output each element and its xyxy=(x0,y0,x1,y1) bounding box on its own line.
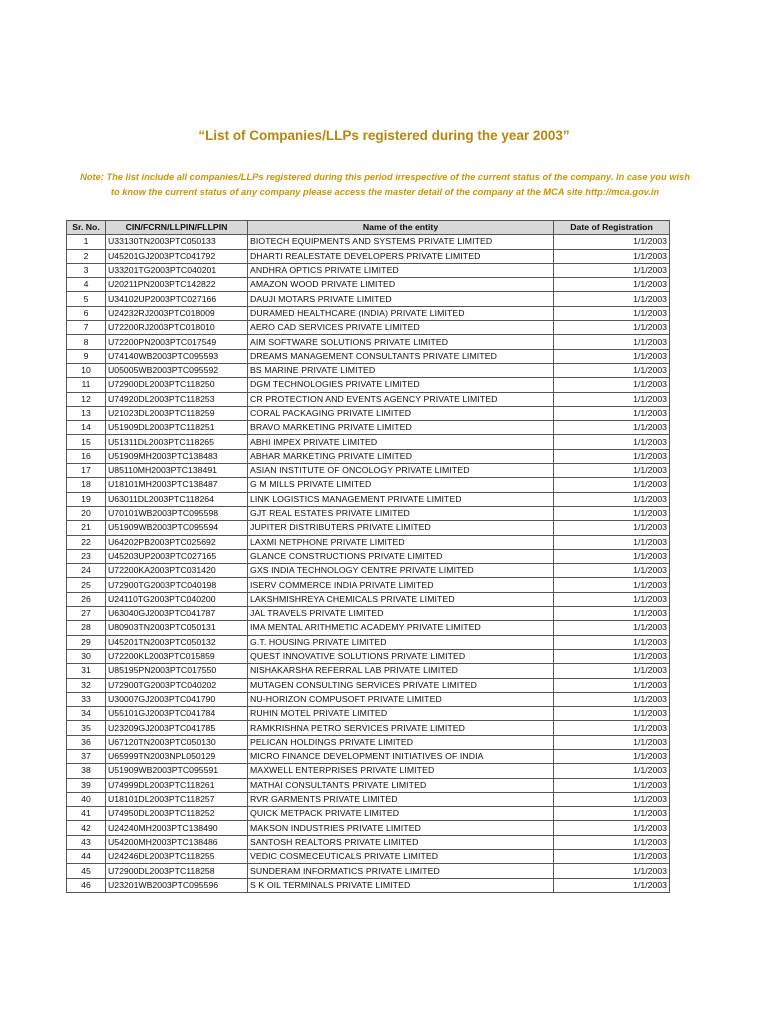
registration-date-cell: 1/1/2003 xyxy=(554,478,670,492)
table-row xyxy=(67,649,670,663)
registration-date-cell: 1/1/2003 xyxy=(554,821,670,835)
registration-date-cell: 1/1/2003 xyxy=(554,678,670,692)
registration-date-cell: 1/1/2003 xyxy=(554,278,670,292)
table-row xyxy=(67,692,670,706)
cin-cell: U05005WB2003PTC095592 xyxy=(106,363,248,377)
cin-cell: U51909MH2003PTC138483 xyxy=(106,449,248,463)
registration-date-cell: 1/1/2003 xyxy=(554,249,670,263)
header-cin: CIN/FCRN/LLPIN/FLLPIN xyxy=(106,221,248,235)
table-row xyxy=(67,678,670,692)
registration-date-cell: 1/1/2003 xyxy=(554,492,670,506)
entity-name-cell: BRAVO MARKETING PRIVATE LIMITED xyxy=(248,421,554,435)
entity-name-cell: MUTAGEN CONSULTING SERVICES PRIVATE LIMITED xyxy=(248,678,554,692)
table-row xyxy=(67,263,670,277)
cin-cell: U33201TG2003PTC040201 xyxy=(106,263,248,277)
cin-cell: U85195PN2003PTC017550 xyxy=(106,664,248,678)
entity-name-cell: BS MARINE PRIVATE LIMITED xyxy=(248,363,554,377)
table-row xyxy=(67,549,670,563)
registration-date-cell: 1/1/2003 xyxy=(554,578,670,592)
table-row xyxy=(67,363,670,377)
registration-date-cell: 1/1/2003 xyxy=(554,621,670,635)
sr-no-cell: 5 xyxy=(67,292,106,306)
sr-no-cell: 4 xyxy=(67,278,106,292)
entity-name-cell: DGM TECHNOLOGIES PRIVATE LIMITED xyxy=(248,378,554,392)
registration-date-cell: 1/1/2003 xyxy=(554,335,670,349)
sr-no-cell: 34 xyxy=(67,707,106,721)
table-row xyxy=(67,592,670,606)
cin-cell: U72200RJ2003PTC018010 xyxy=(106,321,248,335)
entity-name-cell: MATHAI CONSULTANTS PRIVATE LIMITED xyxy=(248,778,554,792)
entity-name-cell: AIM SOFTWARE SOLUTIONS PRIVATE LIMITED xyxy=(248,335,554,349)
sr-no-cell: 39 xyxy=(67,778,106,792)
table-header xyxy=(67,221,670,235)
registration-date-cell: 1/1/2003 xyxy=(554,363,670,377)
note-text xyxy=(60,170,710,199)
entity-name-cell: BIOTECH EQUIPMENTS AND SYSTEMS PRIVATE LIMITED xyxy=(248,235,554,249)
cin-cell: U24232RJ2003PTC018009 xyxy=(106,306,248,320)
table-row xyxy=(67,764,670,778)
sr-no-cell: 33 xyxy=(67,692,106,706)
table-row xyxy=(67,878,670,892)
entity-name-cell: SANTOSH REALTORS PRIVATE LIMITED xyxy=(248,835,554,849)
table-row xyxy=(67,621,670,635)
registration-date-cell: 1/1/2003 xyxy=(554,306,670,320)
registration-date-cell: 1/1/2003 xyxy=(554,263,670,277)
sr-no-cell: 11 xyxy=(67,378,106,392)
entity-name-cell: S K OIL TERMINALS PRIVATE LIMITED xyxy=(248,878,554,892)
table-row xyxy=(67,850,670,864)
note-line-2: to know the current status of any company please access the master detail of the company at the MCA site http://mca.gov.in xyxy=(110,186,660,197)
sr-no-cell: 42 xyxy=(67,821,106,835)
registration-date-cell: 1/1/2003 xyxy=(554,764,670,778)
entity-name-cell: IMA MENTAL ARITHMETIC ACADEMY PRIVATE LIMITED xyxy=(248,621,554,635)
registration-date-cell: 1/1/2003 xyxy=(554,807,670,821)
cin-cell: U51909DL2003PTC118251 xyxy=(106,421,248,435)
table-row xyxy=(67,492,670,506)
registration-date-cell: 1/1/2003 xyxy=(554,607,670,621)
sr-no-cell: 14 xyxy=(67,421,106,435)
table-row xyxy=(67,392,670,406)
sr-no-cell: 19 xyxy=(67,492,106,506)
cin-cell: U72900DL2003PTC118250 xyxy=(106,378,248,392)
sr-no-cell: 24 xyxy=(67,564,106,578)
table-row xyxy=(67,535,670,549)
table-row xyxy=(67,721,670,735)
cin-cell: U21023DL2003PTC118259 xyxy=(106,406,248,420)
table-row xyxy=(67,578,670,592)
table-row xyxy=(67,607,670,621)
cin-cell: U72200PN2003PTC017549 xyxy=(106,335,248,349)
cin-cell: U51311DL2003PTC118265 xyxy=(106,435,248,449)
cin-cell: U23209GJ2003PTC041785 xyxy=(106,721,248,735)
cin-cell: U74140WB2003PTC095593 xyxy=(106,349,248,363)
entity-name-cell: ABHI IMPEX PRIVATE LIMITED xyxy=(248,435,554,449)
entity-name-cell: GJT REAL ESTATES PRIVATE LIMITED xyxy=(248,506,554,520)
cin-cell: U55101GJ2003PTC041784 xyxy=(106,707,248,721)
table-row xyxy=(67,335,670,349)
cin-cell: U63040GJ2003PTC041787 xyxy=(106,607,248,621)
registration-date-cell: 1/1/2003 xyxy=(554,850,670,864)
sr-no-cell: 20 xyxy=(67,506,106,520)
sr-no-cell: 38 xyxy=(67,764,106,778)
entity-name-cell: LAXMI NETPHONE PRIVATE LIMITED xyxy=(248,535,554,549)
sr-no-cell: 21 xyxy=(67,521,106,535)
registration-date-cell: 1/1/2003 xyxy=(554,292,670,306)
sr-no-cell: 25 xyxy=(67,578,106,592)
table-row xyxy=(67,235,670,249)
sr-no-cell: 8 xyxy=(67,335,106,349)
cin-cell: U24110TG2003PTC040200 xyxy=(106,592,248,606)
cin-cell: U45203UP2003PTC027165 xyxy=(106,549,248,563)
entity-name-cell: ASIAN INSTITUTE OF ONCOLOGY PRIVATE LIMITED xyxy=(248,464,554,478)
registration-date-cell: 1/1/2003 xyxy=(554,749,670,763)
registration-date-cell: 1/1/2003 xyxy=(554,464,670,478)
registration-date-cell: 1/1/2003 xyxy=(554,707,670,721)
table-row xyxy=(67,521,670,535)
registration-date-cell: 1/1/2003 xyxy=(554,535,670,549)
cin-cell: U63011DL2003PTC118264 xyxy=(106,492,248,506)
table-row xyxy=(67,435,670,449)
cin-cell: U85110MH2003PTC138491 xyxy=(106,464,248,478)
sr-no-cell: 18 xyxy=(67,478,106,492)
cin-cell: U80903TN2003PTC050131 xyxy=(106,621,248,635)
entity-name-cell: GXS INDIA TECHNOLOGY CENTRE PRIVATE LIMITED xyxy=(248,564,554,578)
entity-name-cell: JAL TRAVELS PRIVATE LIMITED xyxy=(248,607,554,621)
registration-date-cell: 1/1/2003 xyxy=(554,506,670,520)
sr-no-cell: 15 xyxy=(67,435,106,449)
registration-date-cell: 1/1/2003 xyxy=(554,692,670,706)
sr-no-cell: 23 xyxy=(67,549,106,563)
table-row xyxy=(67,321,670,335)
header-entity-name: Name of the entity xyxy=(248,221,554,235)
registration-date-cell: 1/1/2003 xyxy=(554,721,670,735)
sr-no-cell: 6 xyxy=(67,306,106,320)
sr-no-cell: 27 xyxy=(67,607,106,621)
entity-name-cell: SUNDERAM INFORMATICS PRIVATE LIMITED xyxy=(248,864,554,878)
cin-cell: U72200KA2003PTC031420 xyxy=(106,564,248,578)
table-row xyxy=(67,406,670,420)
entity-name-cell: G M MILLS PRIVATE LIMITED xyxy=(248,478,554,492)
sr-no-cell: 30 xyxy=(67,649,106,663)
table-row xyxy=(67,249,670,263)
sr-no-cell: 40 xyxy=(67,792,106,806)
sr-no-cell: 22 xyxy=(67,535,106,549)
entity-name-cell: CORAL PACKAGING PRIVATE LIMITED xyxy=(248,406,554,420)
sr-no-cell: 1 xyxy=(67,235,106,249)
sr-no-cell: 37 xyxy=(67,749,106,763)
entity-name-cell: AERO CAD SERVICES PRIVATE LIMITED xyxy=(248,321,554,335)
table-row xyxy=(67,835,670,849)
entity-name-cell: DHARTI REALESTATE DEVELOPERS PRIVATE LIMITED xyxy=(248,249,554,263)
header-row xyxy=(67,221,670,235)
registration-date-cell: 1/1/2003 xyxy=(554,349,670,363)
entity-name-cell: MAXWELL ENTERPRISES PRIVATE LIMITED xyxy=(248,764,554,778)
registration-date-cell: 1/1/2003 xyxy=(554,321,670,335)
entity-name-cell: LAKSHMISHREYA CHEMICALS PRIVATE LIMITED xyxy=(248,592,554,606)
sr-no-cell: 43 xyxy=(67,835,106,849)
page-title: “List of Companies/LLPs registered during the year 2003” xyxy=(198,128,570,143)
sr-no-cell: 31 xyxy=(67,664,106,678)
sr-no-cell: 9 xyxy=(67,349,106,363)
cin-cell: U74999DL2003PTC118261 xyxy=(106,778,248,792)
sr-no-cell: 13 xyxy=(67,406,106,420)
registration-date-cell: 1/1/2003 xyxy=(554,406,670,420)
cin-cell: U51909WB2003PTC095591 xyxy=(106,764,248,778)
registration-date-cell: 1/1/2003 xyxy=(554,649,670,663)
registration-date-cell: 1/1/2003 xyxy=(554,735,670,749)
registration-date-cell: 1/1/2003 xyxy=(554,521,670,535)
table-row xyxy=(67,664,670,678)
cin-cell: U51909WB2003PTC095594 xyxy=(106,521,248,535)
table-row xyxy=(67,707,670,721)
table-row xyxy=(67,421,670,435)
cin-cell: U72900DL2003PTC118258 xyxy=(106,864,248,878)
sr-no-cell: 3 xyxy=(67,263,106,277)
sr-no-cell: 45 xyxy=(67,864,106,878)
table-row xyxy=(67,792,670,806)
sr-no-cell: 17 xyxy=(67,464,106,478)
table-row xyxy=(67,478,670,492)
sr-no-cell: 7 xyxy=(67,321,106,335)
registration-date-cell: 1/1/2003 xyxy=(554,864,670,878)
cin-cell: U72200KL2003PTC015859 xyxy=(106,649,248,663)
cin-cell: U72900TG2003PTC040198 xyxy=(106,578,248,592)
sr-no-cell: 12 xyxy=(67,392,106,406)
table-body xyxy=(67,235,670,893)
cin-cell: U20211PN2003PTC142822 xyxy=(106,278,248,292)
entity-name-cell: NISHAKARSHA REFERRAL LAB PRIVATE LIMITED xyxy=(248,664,554,678)
entity-name-cell: QUICK METPACK PRIVATE LIMITED xyxy=(248,807,554,821)
entity-name-cell: MAKSON INDUSTRIES PRIVATE LIMITED xyxy=(248,821,554,835)
entity-name-cell: JUPITER DISTRIBUTERS PRIVATE LIMITED xyxy=(248,521,554,535)
header-sr-no: Sr. No. xyxy=(67,221,106,235)
registration-date-cell: 1/1/2003 xyxy=(554,564,670,578)
entity-name-cell: VEDIC COSMECEUTICALS PRIVATE LIMITED xyxy=(248,850,554,864)
cin-cell: U23201WB2003PTC095596 xyxy=(106,878,248,892)
table-row xyxy=(67,464,670,478)
note-line-1: Note: The list include all companies/LLPs registered during this period irrespective of the current status of the company. In case you wish xyxy=(80,172,690,182)
cin-cell: U70101WB2003PTC095598 xyxy=(106,506,248,520)
entity-name-cell: LINK LOGISTICS MANAGEMENT PRIVATE LIMITED xyxy=(248,492,554,506)
table-row xyxy=(67,807,670,821)
entity-name-cell: MICRO FINANCE DEVELOPMENT INITIATIVES OF INDIA xyxy=(248,749,554,763)
entity-name-cell: RAMKRISHNA PETRO SERVICES PRIVATE LIMITED xyxy=(248,721,554,735)
cin-cell: U34102UP2003PTC027166 xyxy=(106,292,248,306)
sr-no-cell: 28 xyxy=(67,621,106,635)
cin-cell: U33130TN2003PTC050133 xyxy=(106,235,248,249)
table-row xyxy=(67,735,670,749)
entity-name-cell: PELICAN HOLDINGS PRIVATE LIMITED xyxy=(248,735,554,749)
entity-name-cell: AMAZON WOOD PRIVATE LIMITED xyxy=(248,278,554,292)
cin-cell: U18101MH2003PTC138487 xyxy=(106,478,248,492)
table-row xyxy=(67,564,670,578)
registration-date-cell: 1/1/2003 xyxy=(554,378,670,392)
registration-date-cell: 1/1/2003 xyxy=(554,664,670,678)
sr-no-cell: 29 xyxy=(67,635,106,649)
registration-date-cell: 1/1/2003 xyxy=(554,592,670,606)
entity-name-cell: DURAMED HEALTHCARE (INDIA) PRIVATE LIMITED xyxy=(248,306,554,320)
registration-date-cell: 1/1/2003 xyxy=(554,549,670,563)
entity-name-cell: RUHIN MOTEL PRIVATE LIMITED xyxy=(248,707,554,721)
entity-name-cell: RVR GARMENTS PRIVATE LIMITED xyxy=(248,792,554,806)
registration-date-cell: 1/1/2003 xyxy=(554,878,670,892)
cin-cell: U72900TG2003PTC040202 xyxy=(106,678,248,692)
registration-date-cell: 1/1/2003 xyxy=(554,435,670,449)
table-row xyxy=(67,449,670,463)
entity-name-cell: G.T. HOUSING PRIVATE LIMITED xyxy=(248,635,554,649)
cin-cell: U65999TN2003NPL050129 xyxy=(106,749,248,763)
table-row xyxy=(67,292,670,306)
table-row xyxy=(67,306,670,320)
entity-name-cell: DREAMS MANAGEMENT CONSULTANTS PRIVATE LIMITED xyxy=(248,349,554,363)
registration-date-cell: 1/1/2003 xyxy=(554,835,670,849)
sr-no-cell: 10 xyxy=(67,363,106,377)
cin-cell: U54200MH2003PTC138486 xyxy=(106,835,248,849)
cin-cell: U64202PB2003PTC025692 xyxy=(106,535,248,549)
sr-no-cell: 44 xyxy=(67,850,106,864)
cin-cell: U45201TN2003PTC050132 xyxy=(106,635,248,649)
sr-no-cell: 16 xyxy=(67,449,106,463)
table-row xyxy=(67,749,670,763)
entity-name-cell: NU-HORIZON COMPUSOFT PRIVATE LIMITED xyxy=(248,692,554,706)
cin-cell: U67120TN2003PTC050130 xyxy=(106,735,248,749)
registration-date-cell: 1/1/2003 xyxy=(554,235,670,249)
registration-date-cell: 1/1/2003 xyxy=(554,778,670,792)
sr-no-cell: 35 xyxy=(67,721,106,735)
table-row xyxy=(67,378,670,392)
entity-name-cell: CR PROTECTION AND EVENTS AGENCY PRIVATE LIMITED xyxy=(248,392,554,406)
header-registration-date: Date of Registration xyxy=(554,221,670,235)
table-row xyxy=(67,506,670,520)
sr-no-cell: 32 xyxy=(67,678,106,692)
sr-no-cell: 36 xyxy=(67,735,106,749)
entity-name-cell: ABHAR MARKETING PRIVATE LIMITED xyxy=(248,449,554,463)
registration-date-cell: 1/1/2003 xyxy=(554,792,670,806)
cin-cell: U74920DL2003PTC118253 xyxy=(106,392,248,406)
cin-cell: U45201GJ2003PTC041792 xyxy=(106,249,248,263)
sr-no-cell: 41 xyxy=(67,807,106,821)
registration-date-cell: 1/1/2003 xyxy=(554,449,670,463)
sr-no-cell: 2 xyxy=(67,249,106,263)
cin-cell: U24246DL2003PTC118255 xyxy=(106,850,248,864)
table-row xyxy=(67,278,670,292)
entity-name-cell: DAUJI MOTARS PRIVATE LIMITED xyxy=(248,292,554,306)
cin-cell: U74950DL2003PTC118252 xyxy=(106,807,248,821)
entity-name-cell: GLANCE CONSTRUCTIONS PRIVATE LIMITED xyxy=(248,549,554,563)
cin-cell: U18101DL2003PTC118257 xyxy=(106,792,248,806)
registration-date-cell: 1/1/2003 xyxy=(554,392,670,406)
table-row xyxy=(67,864,670,878)
sr-no-cell: 46 xyxy=(67,878,106,892)
entity-name-cell: ANDHRA OPTICS PRIVATE LIMITED xyxy=(248,263,554,277)
table-row xyxy=(67,635,670,649)
cin-cell: U24240MH2003PTC138490 xyxy=(106,821,248,835)
sr-no-cell: 26 xyxy=(67,592,106,606)
entity-name-cell: QUEST INNOVATIVE SOLUTIONS PRIVATE LIMITED xyxy=(248,649,554,663)
registration-date-cell: 1/1/2003 xyxy=(554,421,670,435)
cin-cell: U30007GJ2003PTC041790 xyxy=(106,692,248,706)
table-row xyxy=(67,821,670,835)
companies-table xyxy=(66,220,670,893)
entity-name-cell: ISERV COMMERCE INDIA PRIVATE LIMITED xyxy=(248,578,554,592)
registration-date-cell: 1/1/2003 xyxy=(554,635,670,649)
table-row xyxy=(67,778,670,792)
table-row xyxy=(67,349,670,363)
